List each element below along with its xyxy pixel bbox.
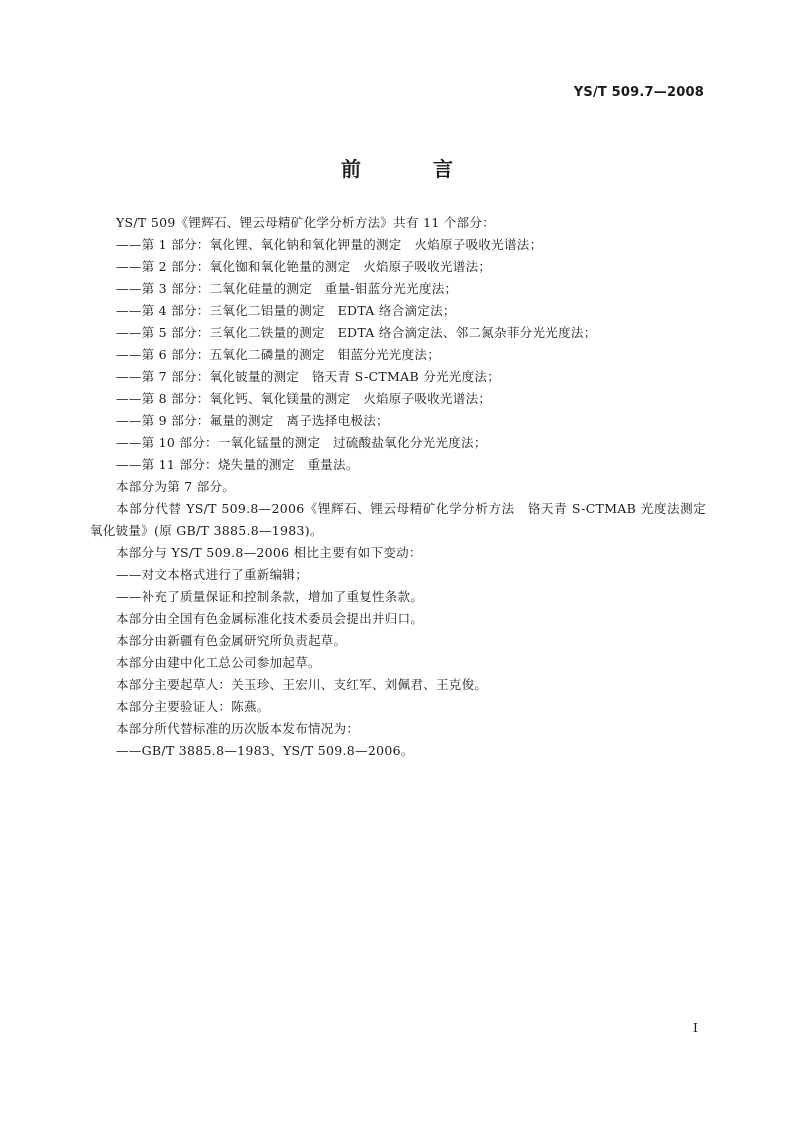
list-item: ——第 7 部分：氧化铍量的测定 铬天青 S-CTMAB 分光光度法；: [116, 369, 501, 384]
list-item: ——第 9 部分：氟量的测定 离子选择电极法；: [116, 413, 389, 428]
page-number: I: [693, 1020, 698, 1035]
changes-list: [90, 564, 706, 608]
list-item: ——对文本格式进行了重新编辑；: [116, 567, 309, 582]
drafters-paragraph: 本部分主要起草人：关玉珍、王宏川、支红军、刘佩君、王克俊。: [116, 677, 488, 692]
participant-org-paragraph: 本部分由建中化工总公司参加起草。: [116, 655, 321, 670]
page-title: 前 言: [341, 157, 479, 181]
list-item: ——第 4 部分：三氧化二铝量的测定 EDTA 络合滴定法；: [116, 303, 456, 318]
list-item: ——第 2 部分：氧化铷和氧化铯量的测定 火焰原子吸收光谱法；: [116, 259, 492, 274]
standard-code: YS/T 509.7—2008: [573, 85, 704, 100]
proposer-paragraph: 本部分由全国有色金属标准化技术委员会提出并归口。: [116, 611, 424, 626]
history-list: [90, 740, 706, 762]
history-intro-paragraph: 本部分所代替标准的历次版本发布情况为：: [116, 721, 360, 736]
list-item: ——第 6 部分：五氧化二磷量的测定 钼蓝分光光度法；: [116, 347, 441, 362]
this-part-paragraph: 本部分为第 7 部分。: [116, 479, 236, 494]
replaces-paragraph: 本部分代替 YS/T 509.8—2006《锂辉石、锂云母精矿化学分析方法 铬天青 S-CTMAB 光度法测定氧化铍量》(原 GB/T 3885.8—1983)。: [90, 501, 706, 538]
list-item: ——第 5 部分：三氧化二铁量的测定 EDTA 络合滴定法、邻二氮杂菲分光光度法；: [116, 325, 597, 340]
drafter-org-paragraph: 本部分由新疆有色金属研究所负责起草。: [116, 633, 347, 648]
list-item: ——补充了质量保证和控制条款，增加了重复性条款。: [116, 589, 424, 604]
foreword-body: [90, 212, 706, 762]
list-item: ——第 10 部分：一氧化锰量的测定 过硫酸盐氧化分光光度法；: [116, 435, 487, 450]
parts-list: [90, 234, 706, 476]
list-item: ——GB/T 3885.8—1983、YS/T 509.8—2006。: [116, 743, 414, 758]
changes-intro-paragraph: 本部分与 YS/T 509.8—2006 相比主要有如下变动：: [116, 545, 422, 560]
list-item: ——第 1 部分：氧化锂、氧化钠和氧化钾量的测定 火焰原子吸收光谱法；: [116, 237, 543, 252]
list-item: ——第 11 部分：烧失量的测定 重量法。: [116, 457, 359, 472]
intro-paragraph: YS/T 509《锂辉石、锂云母精矿化学分析方法》共有 11 个部分：: [116, 215, 496, 230]
verifier-paragraph: 本部分主要验证人：陈燕。: [116, 699, 270, 714]
list-item: ——第 3 部分：二氧化硅量的测定 重量-钼蓝分光光度法；: [116, 281, 458, 296]
list-item: ——第 8 部分：氧化钙、氧化镁量的测定 火焰原子吸收光谱法；: [116, 391, 492, 406]
